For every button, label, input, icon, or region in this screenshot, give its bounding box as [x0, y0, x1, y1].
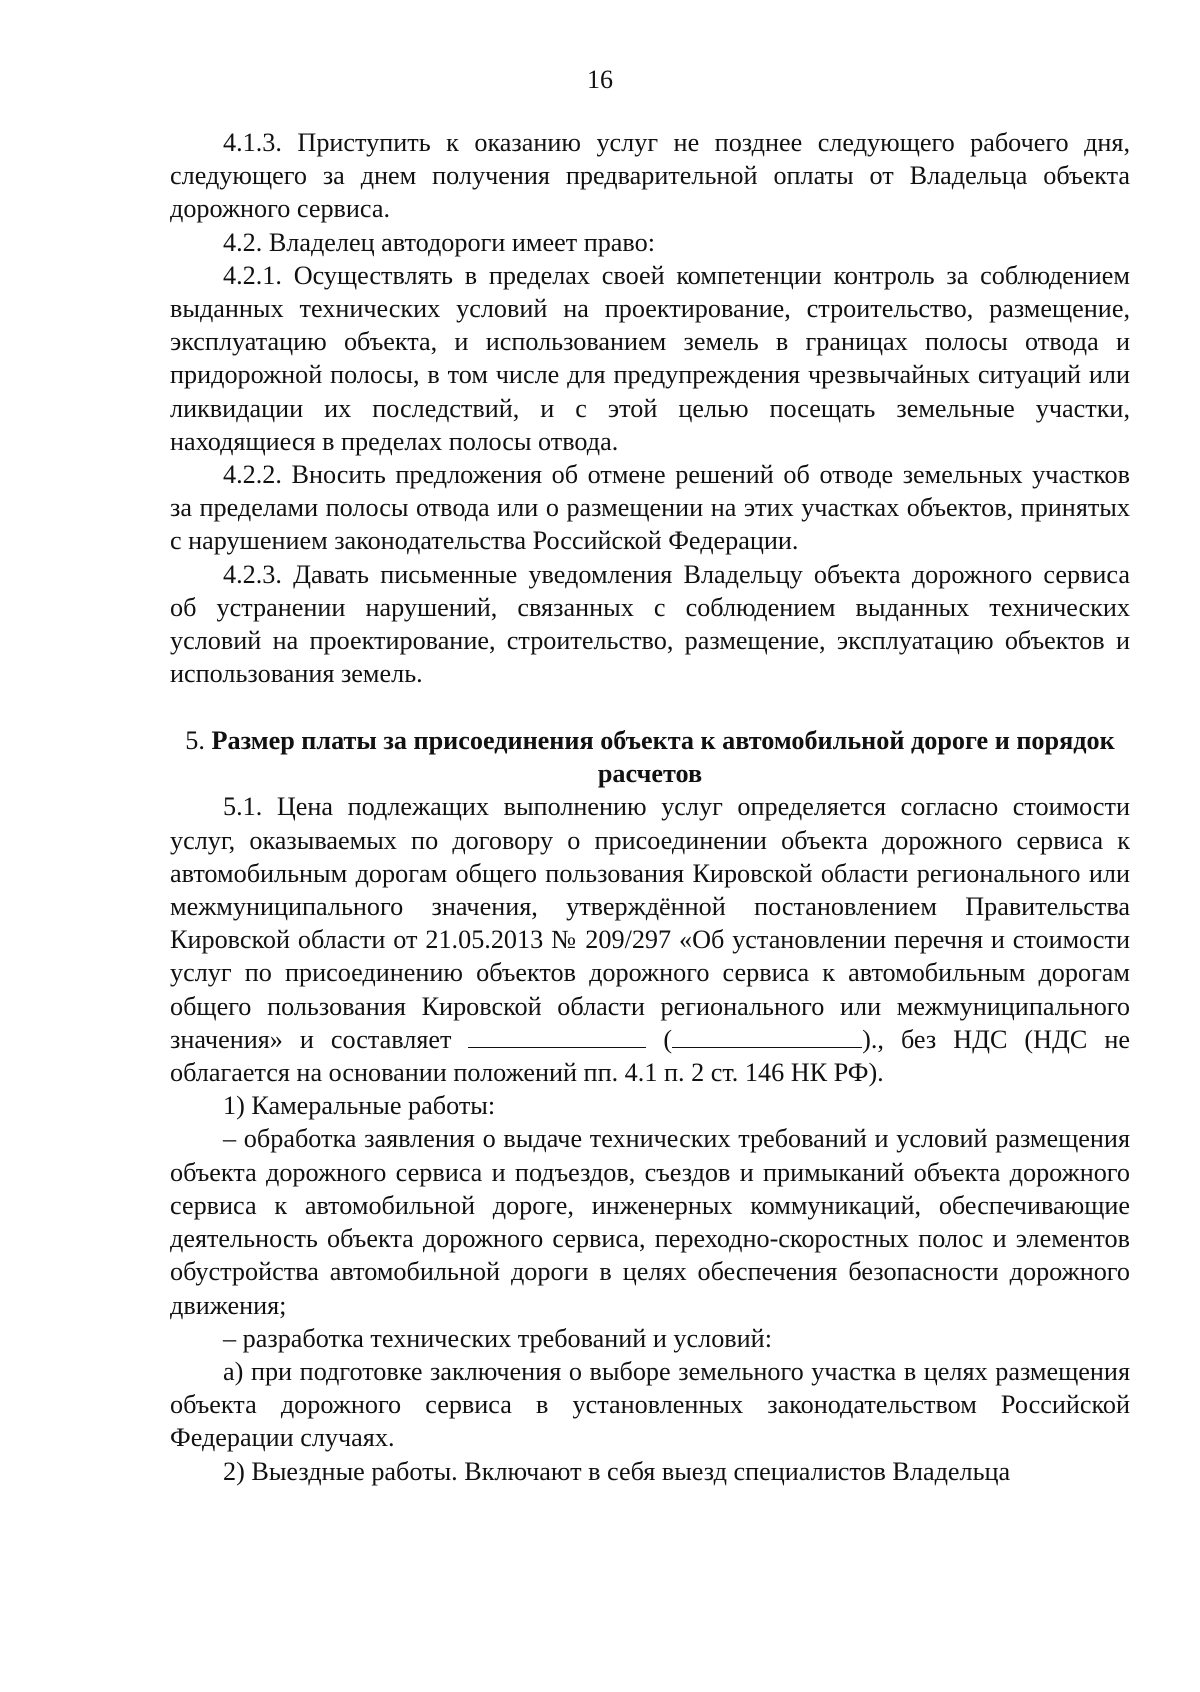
paragraph-5-1 — [170, 790, 1130, 1089]
document-body — [170, 126, 1130, 1488]
paren-open: ( — [663, 1024, 673, 1054]
page-number: 16 — [587, 65, 613, 94]
dash-item-technical-requirements: – разработка технических требований и условий: — [223, 1323, 772, 1353]
paragraph-5-1-end: )., без НДС (НДС не облагается на основании положений пп. 4.1 п. 2 ст. 146 НК РФ). — [170, 1024, 1130, 1088]
section-5-heading — [170, 724, 1130, 790]
section-5-number: 5. — [185, 726, 205, 756]
price-words-blank — [672, 1023, 862, 1048]
paragraph-4-2: 4.2. Владелец автодороги имеет право: — [223, 227, 655, 257]
section-5-title: Размер платы за присоединения объекта к автомобильной дороге и порядок расчетов — [211, 726, 1115, 789]
paragraph-5-1-text: 5.1. Цена подлежащих выполнению услуг определяется согласно стоимости услуг, оказываемых по договору о присоединении объекта дорожного сервиса к автомобильным дорогам общего пользования Кировской области регионального или межмуниципального значения, утверждённой постановлением Правительства Кировской области от 21.05.2013 № 209/297 «Об установлении перечня и стоимости услуг по присоединению объектов дорожного сервиса к автомобильным дорогам общего пользования Кировской области регионального или межмуниципального значения» и составляет — [170, 792, 1130, 1054]
item-a-land-selection: а) при подготовке заключения о выборе земельного участка в целях размещения объекта дорожного сервиса в установленных законодательством Российской Федерации случаях. — [170, 1356, 1130, 1453]
item-2-field-work: 2) Выездные работы. Включают в себя выезд специалистов Владельца — [223, 1456, 1011, 1486]
paragraph-4-1-3: 4.1.3. Приступить к оказанию услуг не позднее следующего рабочего дня, следующего за днем получения предварительной оплаты от Владельца объекта дорожного сервиса. — [170, 128, 1130, 224]
paragraph-4-2-1: 4.2.1. Осуществлять в пределах своей компетенции контроль за соблюдением выданных технических условий на проектирование, строительство, размещение, эксплуатацию объекта, и использованием земель в границах полосы отвода и придорожной полосы, в том числе для предупреждения чрезвычайных ситуаций или ликвидации их последствий, и с этой целью посещать земельные участки, находящиеся в пределах полосы отвода. — [170, 260, 1130, 456]
item-1-desk-work: 1) Камеральные работы: — [223, 1091, 496, 1121]
dash-item-application-processing: – обработка заявления о выдаче технических требований и условий размещения объекта дорожного сервиса и подъездов, съездов и примыканий объекта дорожного сервиса к автомобильной дороге, инженерных коммуникаций, обеспечивающие деятельность объекта дорожного сервиса, переходно-скоростных полос и элементов обустройства автомобильной дороги в целях обеспечения безопасности дорожного движения; — [170, 1124, 1130, 1320]
paragraph-4-2-3: 4.2.3. Давать письменные уведомления Владельцу объекта дорожного сервиса об устранении нарушений, связанных с соблюдением выданных технических условий на проектирование, строительство, размещение, эксплуатацию объектов и использования земель. — [170, 559, 1130, 689]
price-blank — [468, 1023, 646, 1048]
paragraph-4-2-2: 4.2.2. Вносить предложения об отмене решений об отводе земельных участков за пределами полосы отвода или о размещении на этих участках объектов, принятых с нарушением законодательства Российской Федерации. — [170, 460, 1130, 556]
